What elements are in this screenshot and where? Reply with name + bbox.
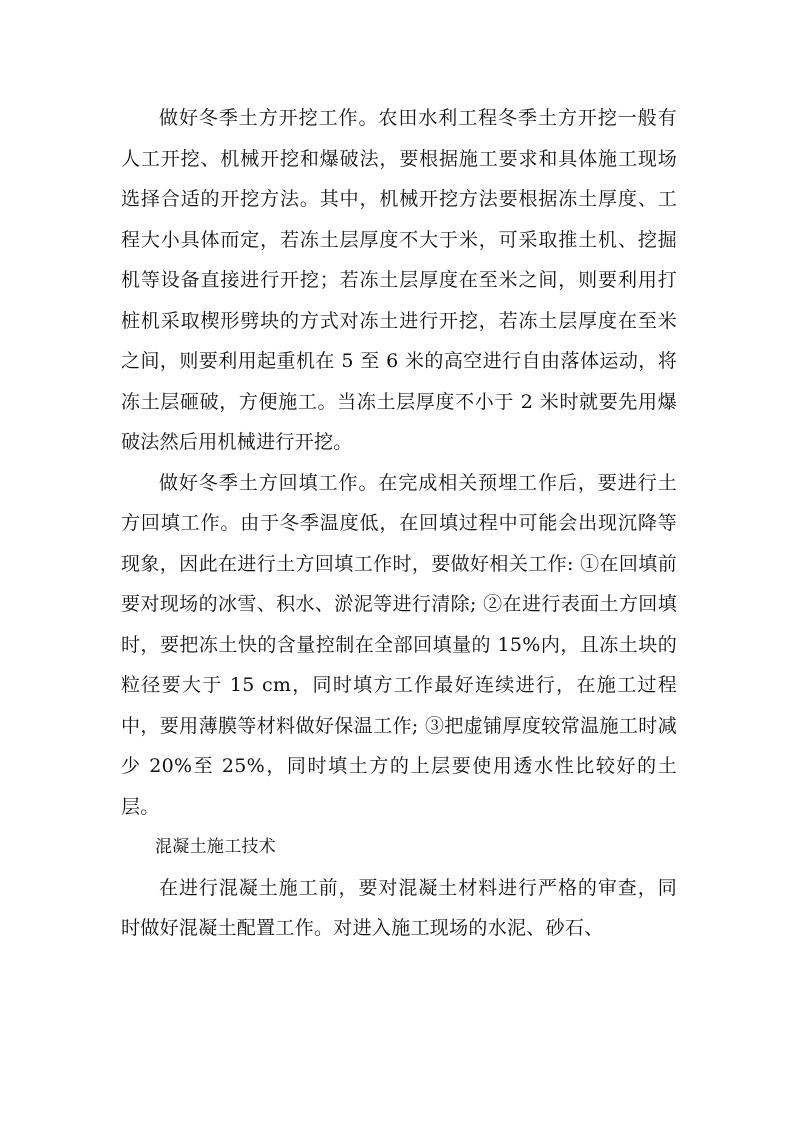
paragraph-earth-excavation: 做好冬季土方开挖工作。农田水利工程冬季土方开挖一般有人工开挖、机械开挖和爆破法，要根据施工要求和具体施工现场选择合适的开挖方法。其中，机械开挖方法要根据冻土厚度、工程大小具体而定，若冻土层厚度不大于米，可采取推土机、挖掘机等设备直接进行开挖；若冻土层厚度在至米之间，则要利用打桩机采取楔形劈块的方式对冻土进行开挖，若冻土层厚度在至米之间，则要利用起重机在 5 至 6 米的高空进行自由落体运动，将冻土层砸破，方便施工。当冻土层厚度不小于 2 米时就要先用爆破法然后用机械进行开挖。 [121,107,677,453]
section-heading-concrete: 混凝土施工技术 [155,837,277,857]
paragraph-concrete-intro: 在进行混凝土施工前，要对混凝土材料进行严格的审查，同时做好混凝土配置工作。对进入施工现场的水泥、砂石、 [121,876,677,939]
paragraph-earth-backfill: 做好冬季土方回填工作。在完成相关预埋工作后，要进行土方回填工作。由于冬季温度低，在回填过程中可能会出现沉降等现象，因此在进行土方回填工作时，要做好相关工作: ①在回填前要对现场的冰雪、积水、淤泥等进行清除; ②在进行表面土方回填时，要把冻土快的含量控制在全部回填量的 15%内，且冻土块的粒径要大于 15 cm，同时填方工作最好连续进行，在施工过程中，要用薄膜等材料做好保温工作; ③把虚铺厚度较常温施工时减少 20%至 25%，同时填土方的上层要使用透水性比较好的土层。 [121,471,677,818]
document-body [121,98,677,949]
